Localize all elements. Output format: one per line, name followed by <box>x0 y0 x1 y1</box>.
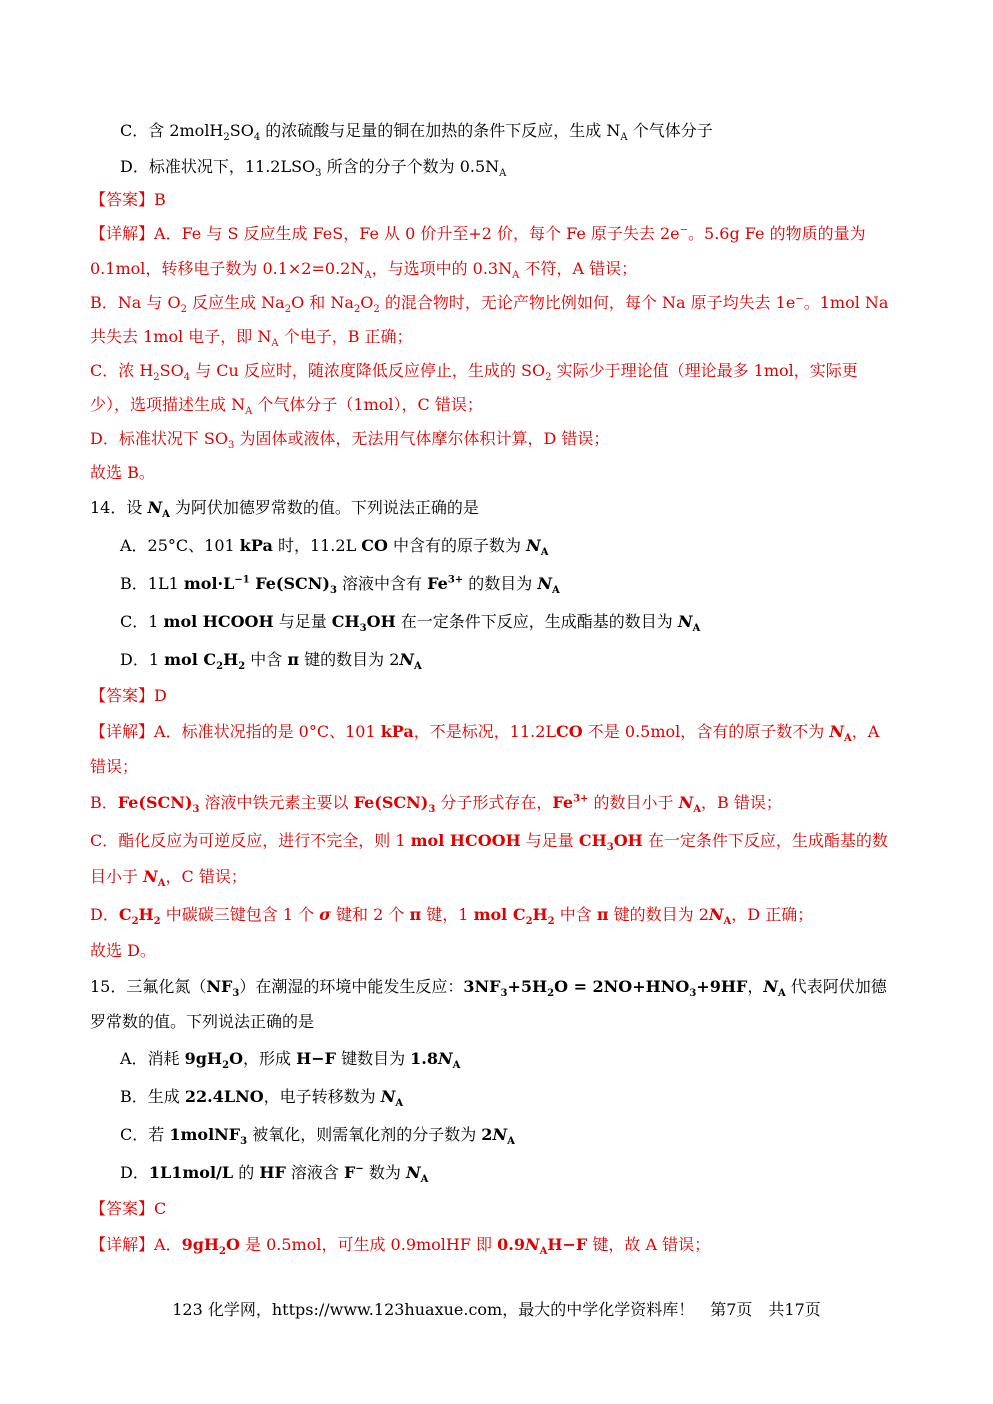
q13-detail-2: 0.1mol，转移电子数为 $0.1\times 2=0.2N_A$，与选项中的 $0.3N_A$ 不符，A 错误； <box>90 259 638 282</box>
q13-option-d: D．标准状况下，$11.2LSO_3$ 所含的分子个数为 $0.5N_A$ <box>120 157 507 180</box>
q13-conclusion: 故选 B。 <box>90 463 155 482</box>
q14-option-a: A．25°C、101 kPa 时，11.2L CO 中含有的原子数为 $N_A$ <box>120 536 549 559</box>
q15-detail-1: 【详解】A．$9gH_2O$ 是 0.5mol，可生成 0.9molHF 即 $0.9N_AH-F$ 键，故 A 错误； <box>90 1235 711 1258</box>
q14-option-d: D．1 mol $C_2H_2$ 中含 π 键的数目为 $2N_A$ <box>120 650 422 673</box>
q14-detail-3: B．$Fe(SCN)_3$ 溶液中铁元素主要以 $Fe(SCN)_3$ 分子形式存在，$Fe^{3+}$ 的数目小于 $N_A$，B 错误； <box>90 793 782 816</box>
q14-option-b: B．1L1 $mol\cdot L^{-1}$ $Fe(SCN)_3$ 溶液中含有 $Fe^{3+}$ 的数目为 $N_A$ <box>120 574 560 597</box>
q13-detail-3: B．Na 与 $O_2$ 反应生成 $Na_2O$ 和 $Na_2O_2$ 的混合物时，无论产物比例如何，每个 Na 原子均失去 1e−。1mol Na <box>90 293 889 316</box>
q15-stem-2: 罗常数的值。下列说法正确的是 <box>90 1012 315 1031</box>
q13-detail-5: C．浓 $H_2SO_4$ 与 Cu 反应时，随浓度降低反应停止，生成的 $SO_2$ 实际少于理论值（理论最多 1mol，实际更 <box>90 361 858 384</box>
q15-option-c: C．若 1molNF$_3$ 被氧化，则需氧化剂的分子数为 $2N_A$ <box>120 1125 515 1148</box>
q13-detail-1: 【详解】A．Fe 与 S 反应生成 FeS，Fe 从 0 价升至+2 价，每个 Fe 原子失去 2e−。5.6g Fe 的物质的量为 <box>90 224 866 243</box>
q15-option-d: D．1L1mol/L 的 HF 溶液含 F− 数为 $N_A$ <box>120 1163 429 1186</box>
page-footer: 123 化学网，https://www.123huaxue.com，最大的中学化学资料库！ 第7页 共17页 <box>172 1300 821 1319</box>
q14-detail-2: 错误； <box>90 757 139 776</box>
q15-option-b: B．生成 22.4LNO，电子转移数为 $N_A$ <box>120 1087 404 1110</box>
q13-answer: 【答案】B <box>90 190 166 209</box>
q14-detail-4: C．酯化反应为可逆反应，进行不完全，则 1 mol HCOOH 与足量 $CH_3OH$ 在一定条件下反应，生成酯基的数 <box>90 831 888 854</box>
q13-detail-7: D．标准状况下 $SO_3$ 为固体或液体，无法用气体摩尔体积计算，D 错误； <box>90 429 610 452</box>
q14-detail-6: D．$C_2H_2$ 中碳碳三键包含 1 个 σ 键和 2 个 π 键，1 mol $C_2H_2$ 中含 π 键的数目为 $2N_A$，D 正确； <box>90 905 814 928</box>
q14-detail-1: 【详解】A．标准状况指的是 0°C、101 kPa，不是标况，11.2LCO 不是 0.5mol，含有的原子数不为 $N_A$，A <box>90 722 880 745</box>
q14-answer: 【答案】D <box>90 686 167 705</box>
q14-stem: 14．设 $N_A$ 为阿伏加德罗常数的值。下列说法正确的是 <box>90 498 479 521</box>
q14-conclusion: 故选 D。 <box>90 941 156 960</box>
q14-option-c: C．1 mol HCOOH 与足量 $CH_3OH$ 在一定条件下反应，生成酯基的数目为 $N_A$ <box>120 612 701 635</box>
q14-detail-5: 目小于 $N_A$，C 错误； <box>90 867 247 890</box>
q13-option-c: C．含 $2molH_2SO_4$ 的浓硫酸与足量的铜在加热的条件下反应，生成 $N_A$ 个气体分子 <box>120 121 713 144</box>
q13-detail-6: 少），选项描述生成 $N_A$ 个气体分子（1mol），C 错误； <box>90 395 483 418</box>
q15-option-a: A．消耗 $9gH_2O$，形成 H−F 键数目为 $1.8N_A$ <box>120 1049 461 1072</box>
q15-answer: 【答案】C <box>90 1199 167 1218</box>
q15-stem-1: 15．三氟化氮$(NF_3)$在潮湿的环境中能发生反应：$3NF_3+5H_2O = 2NO+HNO_3+9HF$，$N_A$ 代表阿伏加德 <box>90 977 887 1000</box>
q13-detail-4: 共失去 1mol 电子，即 $N_A$ 个电子，B 正确； <box>90 327 413 350</box>
